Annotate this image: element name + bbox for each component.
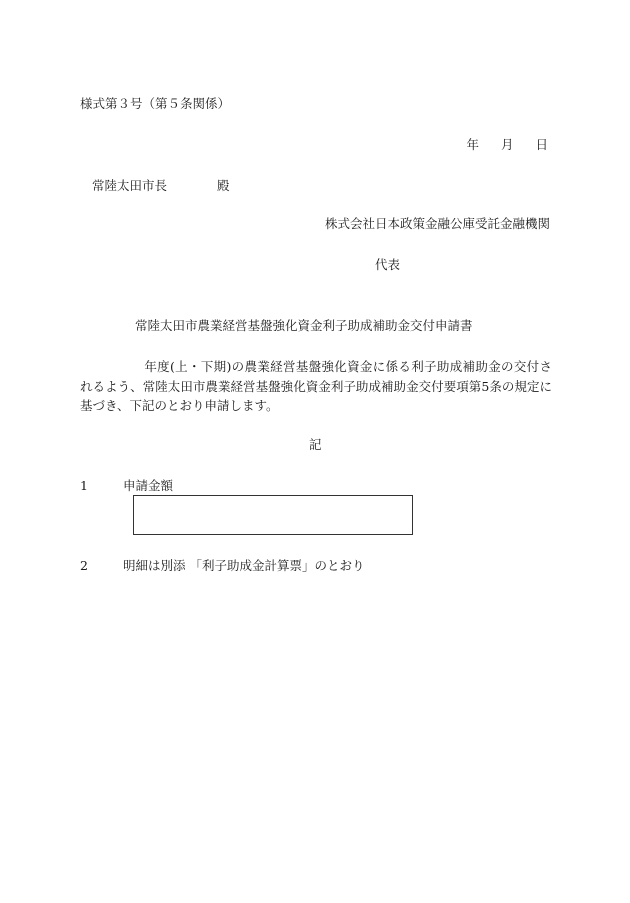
body-text: 年度(上・下期)の農業経営基盤強化資金に係る利子助成補助金の交付されるよう、常陸太田市農業経営基盤強化資金利子助成補助金交付要項第5条の規定に基づき、下記のとおり申請します。 bbox=[80, 359, 552, 413]
applicant-organization: 株式会社日本政策金融公庫受託金融機関 bbox=[324, 216, 550, 231]
item-2-label: 明細は別添 「利子助成金計算票」のとおり bbox=[123, 558, 365, 573]
document-title: 常陸太田市農業経営基盤強化資金利子助成補助金交付申請書 bbox=[135, 318, 473, 333]
item-2-number: 2 bbox=[80, 558, 88, 573]
date-day: 日 bbox=[535, 137, 548, 152]
date-line bbox=[466, 137, 548, 153]
addressee-name: 常陸太田市長 bbox=[92, 178, 168, 193]
ki-heading: 記 bbox=[309, 437, 322, 452]
item-1-label: 申請金額 bbox=[123, 478, 174, 493]
addressee bbox=[92, 178, 230, 194]
item-1-number: 1 bbox=[80, 478, 88, 493]
date-year: 年 bbox=[466, 137, 479, 152]
form-number: 様式第３号（第５条関係） bbox=[80, 96, 231, 111]
body-paragraph bbox=[80, 357, 552, 416]
applicant-representative: 代表 bbox=[375, 257, 401, 272]
addressee-honorific: 殿 bbox=[217, 178, 230, 193]
date-month: 月 bbox=[500, 137, 514, 152]
application-amount-box bbox=[133, 495, 413, 535]
